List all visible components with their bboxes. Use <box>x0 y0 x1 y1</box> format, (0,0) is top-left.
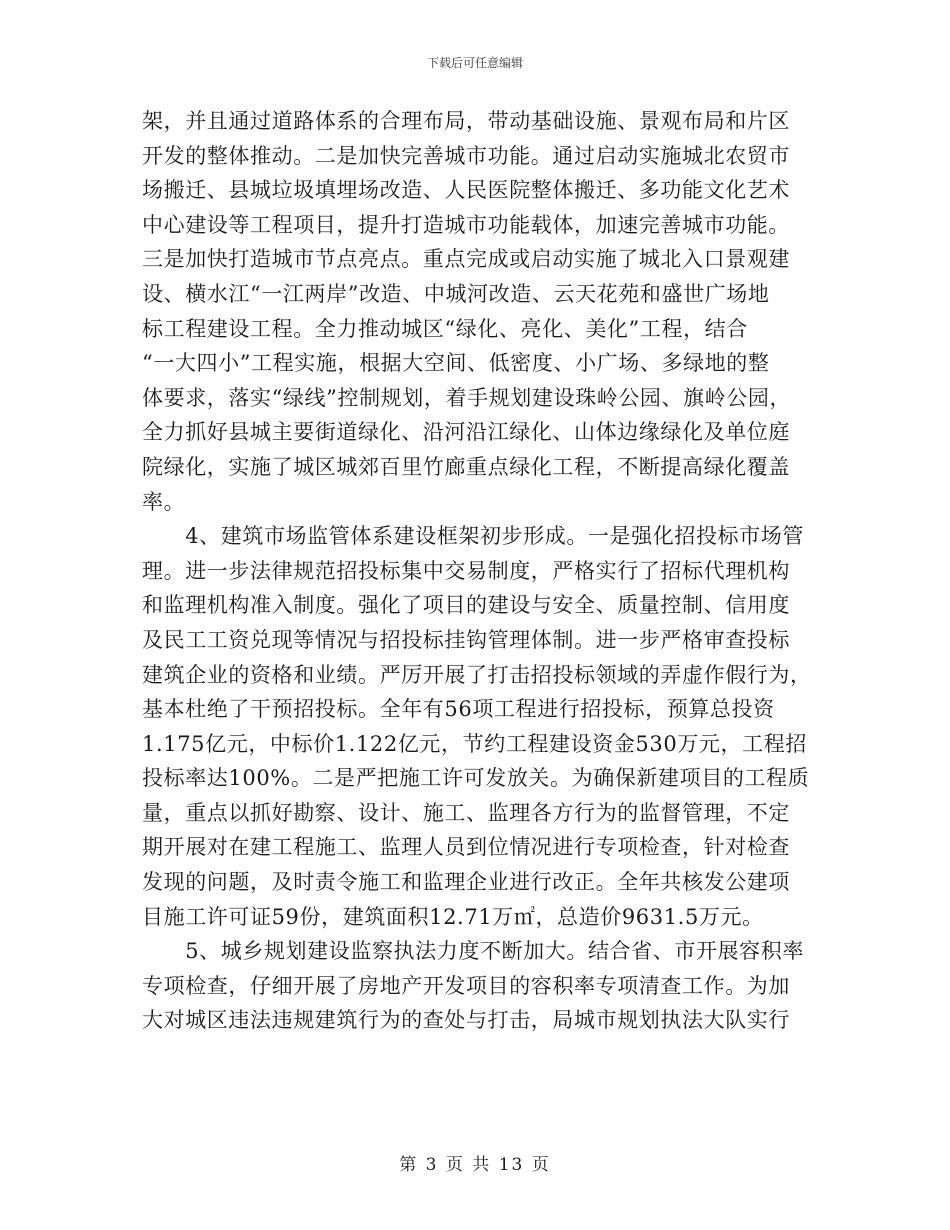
text-line: 场搬迁、县城垃圾填埋场改造、人民医院整体搬迁、多功能文化艺术 <box>142 178 790 203</box>
text-line: 专项检查，仔细开展了房地产开发项目的容积率专项清查工作。为加 <box>142 973 790 998</box>
text-line: 期开展对在建工程施工、监理人员到位情况进行专项检查，针对检查 <box>142 835 790 860</box>
page-footer: 第 3 页 共 13 页 <box>399 1155 551 1175</box>
text-line: 院绿化，实施了城区城郊百里竹廊重点绿化工程，不断提高绿化覆盖 <box>142 454 790 479</box>
text-line: 发现的问题，及时责令施工和监理企业进行改正。全年共核发公建项 <box>142 870 790 895</box>
text-line: 大对城区违法违规建筑行为的查处与打击，局城市规划执法大队实行 <box>142 1008 790 1033</box>
text-line: 投标率达100%。二是严把施工许可发放关。为确保新建项目的工程质 <box>142 766 810 791</box>
text-line: 全力抓好县城主要街道绿化、沿河沿江绿化、山体边缘绿化及单位庭 <box>142 420 790 445</box>
text-line: 目施工许可证59份，建筑面积12.71万㎡，总造价9631.5万元。 <box>142 904 764 929</box>
text-line: 基本杜绝了干预招投标。全年有56项工程进行招投标，预算总投资 <box>142 697 775 722</box>
text-line: 建筑企业的资格和业绩。严厉开展了打击招投标领域的弄虚作假行为， <box>142 662 812 687</box>
page-header: 下载后可任意编辑 <box>426 56 523 70</box>
text-line: 量，重点以抓好勘察、设计、施工、监理各方行为的监督管理，不定 <box>142 800 790 825</box>
text-line: 开发的整体推动。二是加快完善城市功能。通过启动实施城北农贸市 <box>142 143 790 168</box>
text-line: 三是加快打造城市节点亮点。重点完成或启动实施了城北入口景观建 <box>142 247 790 272</box>
text-line: “一大四小”工程实施，根据大空间、低密度、小广场、多绿地的整 <box>142 351 770 376</box>
text-line: 和监理机构准入制度。强化了项目的建设与安全、质量控制、信用度 <box>142 593 790 618</box>
document-body <box>142 104 812 1038</box>
text-line: 设、横水江“一江两岸”改造、中城河改造、云天花苑和盛世广场地 <box>142 281 770 306</box>
text-line: 架，并且通过道路体系的合理布局，带动基础设施、景观布局和片区 <box>142 109 790 133</box>
text-line: 中心建设等工程项目，提升打造城市功能载体，加速完善城市功能。 <box>142 212 790 237</box>
text-line: 1.175亿元，中标价1.122亿元，节约工程建设资金530万元，工程招 <box>142 731 807 756</box>
text-line: 理。进一步法律规范招投标集中交易制度，严格实行了招标代理机构 <box>142 558 790 583</box>
text-line: 率。 <box>142 489 186 514</box>
text-line: 标工程建设工程。全力推动城区“绿化、亮化、美化”工程，结合 <box>142 316 748 341</box>
text-line: 5、城乡规划建设监察执法力度不断加大。结合省、市开展容积率 <box>142 939 804 964</box>
text-line: 体要求，落实“绿线”控制规划，着手规划建设珠岭公园、旗岭公园， <box>142 385 792 410</box>
text-line: 及民工工资兑现等情况与招投标挂钩管理体制。进一步严格审查投标 <box>142 627 790 652</box>
text-line: 4、建筑市场监管体系建设框架初步形成。一是强化招投标市场管 <box>142 524 804 549</box>
